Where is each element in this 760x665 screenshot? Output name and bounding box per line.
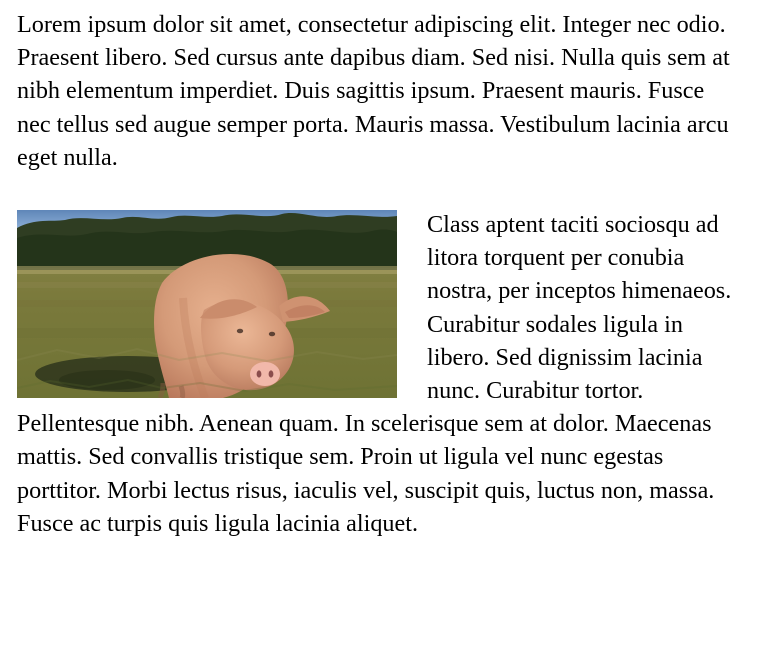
paragraph-2: Class aptent taciti sociosqu ad litora torquent per conubia nostra, per inceptos himenaeos. Curabitur sodales ligula in libero. Sed dignissim lacinia nunc. Curabitur tortor. Pellentesque nibh. Aenean quam. In scelerisque sem at dolor. Maecenas mattis. Sed convallis tristique sem. Proin ut ligula vel nunc egestas porttitor. Morbi lectus risus, iaculis vel, suscipit quis, luctus non, massa. Fusce ac turpis quis ligula lacinia aliquet. — [17, 211, 732, 537]
pig-photo — [17, 210, 397, 398]
paragraph-1: Lorem ipsum dolor sit amet, consectetur adipiscing elit. Integer nec odio. Praesent libero. Sed cursus ante dapibus diam. Sed nisi. Nulla quis sem at nibh elementum imperdiet. Duis sagittis ipsum. Praesent mauris. Fusce nec tellus sed augue semper porta. Mauris massa. Vestibulum lacinia arcu eget nulla. — [17, 11, 730, 171]
